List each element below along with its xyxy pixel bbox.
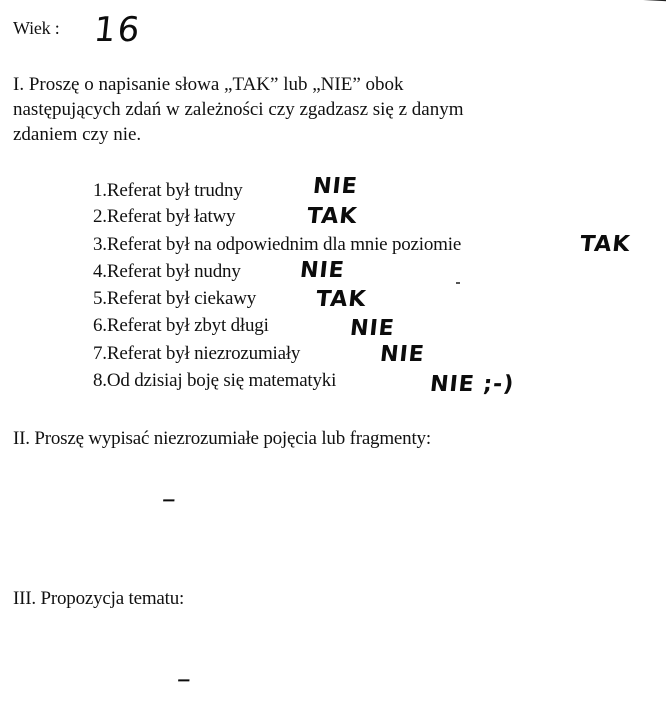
item-5-text: 5.Referat był ciekawy: [93, 288, 257, 309]
scan-speck: [456, 282, 460, 284]
section2-heading: II. Proszę wypisać niezrozumiałe pojęcia lub fragmenty:: [13, 428, 431, 449]
item-2-text: 2.Referat był łatwy: [93, 206, 236, 227]
item-1-text: 1.Referat był trudny: [93, 180, 243, 201]
item-8-answer: NIE ;-): [428, 372, 516, 397]
item-7-answer: NIE: [378, 342, 426, 367]
item-8-text: 8.Od dzisiaj boję się matematyki: [93, 370, 337, 391]
item-4-text: 4.Referat był nudny: [93, 261, 241, 282]
item-6-answer: NIE: [348, 316, 396, 341]
item-2-answer: TAK: [305, 204, 359, 229]
age-label: Wiek :: [13, 18, 60, 38]
instruction-line-3: zdaniem czy nie.: [13, 124, 142, 145]
age-value: 16: [91, 10, 144, 50]
section1-instructions: [13, 72, 464, 147]
section3-heading: III. Propozycja tematu:: [13, 588, 185, 609]
item-3-answer: TAK: [578, 232, 632, 257]
item-6-text: 6.Referat był zbyt długi: [93, 315, 269, 336]
instruction-line-1: I. Proszę o napisanie słowa „TAK” lub „NIE” obok: [13, 74, 404, 95]
item-3-text: 3.Referat był na odpowiednim dla mnie poziomie: [93, 234, 462, 255]
section3-answer: –: [175, 662, 194, 695]
item-5-answer: TAK: [314, 287, 368, 312]
item-1-answer: NIE: [311, 174, 359, 199]
item-4-answer: NIE: [298, 258, 346, 283]
section2-answer: –: [160, 482, 179, 515]
item-7-text: 7.Referat był niezrozumiały: [93, 343, 301, 364]
scan-edge-line: [510, 0, 666, 3]
instruction-line-2: następujących zdań w zależności czy zgadzasz się z danym: [13, 99, 464, 120]
